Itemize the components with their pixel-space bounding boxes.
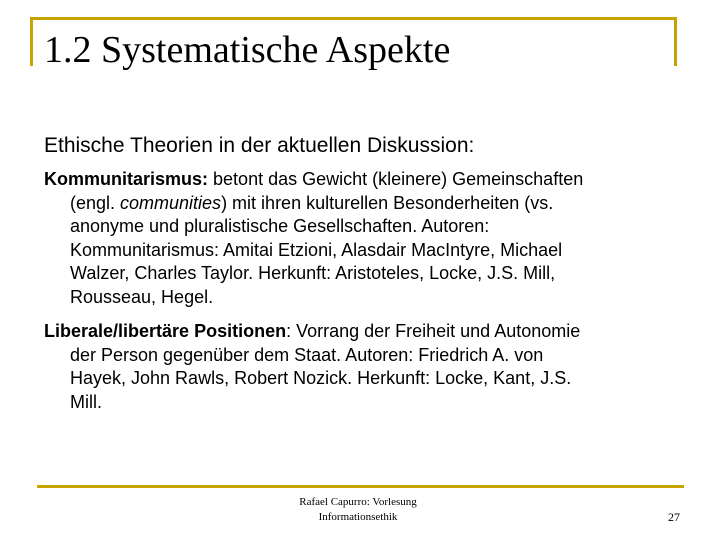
paragraph-line: Rousseau, Hegel. — [70, 286, 214, 307]
paragraph-line: Liberale/libertäre Positionen: Vorrang der Freiheit und Autonomie — [44, 321, 581, 341]
paragraph-liberale-positionen — [44, 320, 684, 414]
paragraph-line: (engl. communities) mit ihren kulturellen Besonderheiten (vs. — [70, 192, 554, 213]
footer-course-line: Informationsethik — [318, 511, 398, 523]
italic-term: communities — [120, 192, 222, 213]
paragraph-line: Kommunitarismus: Amitai Etzioni, Alasdair MacIntyre, Michael — [70, 239, 563, 260]
paragraph-kommunitarismus — [44, 168, 684, 309]
paragraph-line: Hayek, John Rawls, Robert Nozick. Herkunft: Locke, Kant, J.S. — [70, 368, 572, 388]
term-kommunitarismus: Kommunitarismus: — [44, 169, 209, 189]
right-accent-line — [674, 17, 677, 66]
footer-accent-line — [37, 485, 684, 488]
page-number: 27 — [668, 510, 680, 524]
paragraph-line: Walzer, Charles Taylor. Herkunft: Aristoteles, Locke, J.S. Mill, — [70, 263, 556, 283]
footer-author — [258, 495, 458, 525]
footer-author-line: Rafael Capurro: Vorlesung — [299, 496, 417, 508]
paragraph-line: Kommunitarismus: betont das Gewicht (kleinere) Gemeinschaften — [44, 169, 584, 189]
top-accent-line — [30, 17, 677, 20]
left-accent-line — [30, 17, 33, 66]
paragraph-line: anonyme und pluralistische Gesellschaften. Autoren: — [70, 216, 490, 236]
paragraph-line: der Person gegenüber dem Staat. Autoren: Friedrich A. von — [70, 344, 544, 365]
slide-title: 1.2 Systematische Aspekte — [44, 29, 451, 71]
paragraph-line: Mill. — [70, 391, 102, 412]
term-liberale-positionen: Liberale/libertäre Positionen — [44, 321, 287, 341]
intro-text: Ethische Theorien in der aktuellen Diskussion: — [44, 134, 475, 157]
